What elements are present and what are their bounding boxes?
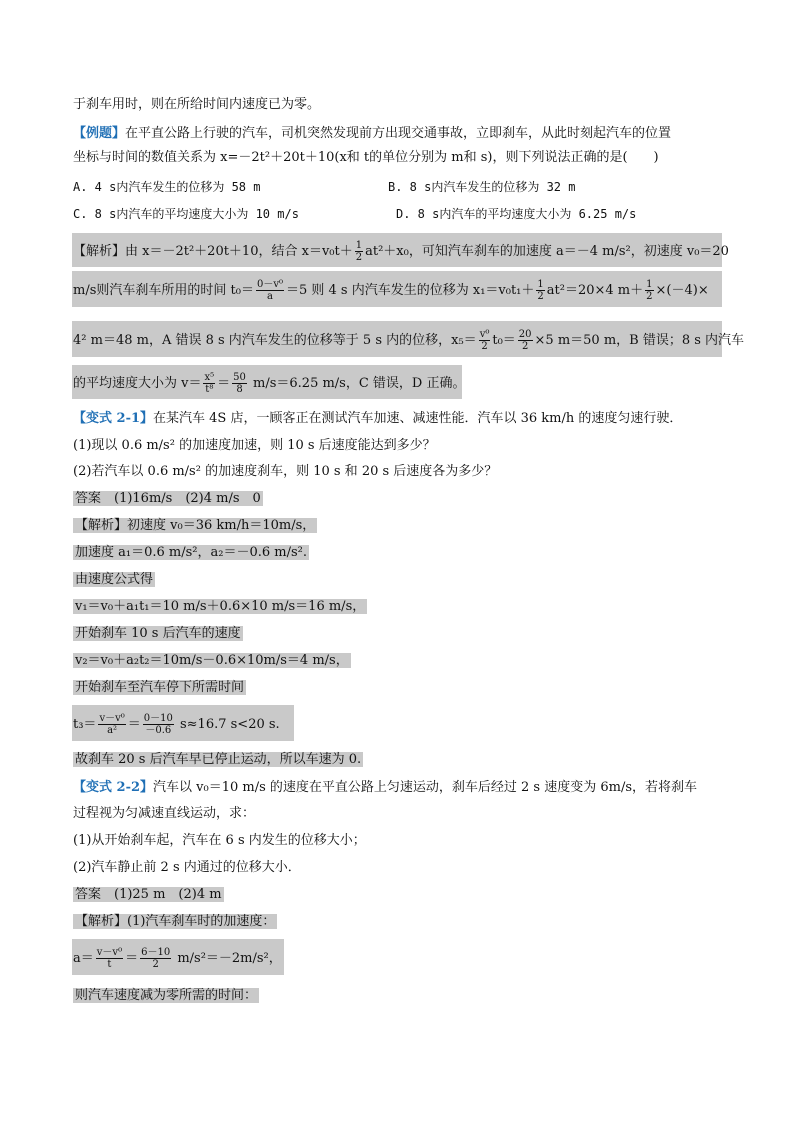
example-tag: 【例题】 (73, 126, 126, 141)
fraction-a2: $\frac{6-10}{2}$ (141, 947, 171, 970)
fraction-x-t: $\frac{\text{x⁵}}{\text{t⁸}}$ (204, 372, 215, 395)
variant21-tag: 【变式 2-1】 (73, 411, 154, 426)
variant21-solution-6: v₂＝v₀＋a₂t₂＝10m/s－0.6×10m/s＝4 m/s， (75, 653, 349, 668)
fraction-t0: $\frac{\text{0－v⁰}}{a}$ (256, 279, 283, 302)
variant21-part2: (2)若汽车以 0.6 m/s² 的加速度刹车，则 10 s 和 20 s 后速度各为多少？ (73, 464, 498, 479)
fraction-v0-2: $\frac{\text{v⁰}}{2}$ (479, 329, 490, 352)
option-b: B. 8 s内汽车发生的位移为 32 m (388, 180, 576, 194)
fraction-50-8: $\frac{50}{8}$ (233, 372, 246, 395)
solution-line4: 的平均速度大小为 v＝ $\frac{\text{x⁵}}{\text{t⁸}}$ ＝ $\frac{50}{8}$ m/s＝6.25 m/s，C 错误，D 正确。 (73, 372, 466, 395)
variant22-solution-1: 【解析】(1)汽车刹车时的加速度： (75, 914, 276, 929)
option-c: C. 8 s内汽车的平均速度大小为 10 m/s (73, 207, 299, 221)
variant22-part1: (1)从开始刹车起，汽车在 6 s 内发生的位移大小； (73, 833, 366, 848)
option-a: A. 4 s内汽车发生的位移为 58 m (73, 180, 261, 194)
variant22-question-line2: 过程视为匀减速直线运动，求： (73, 806, 256, 821)
solution-line2: m/s则汽车刹车所用的时间 t₀＝ $\frac{\text{0－v⁰}}{a}$ ＝5 则 4 s 内汽车发生的位移为 x₁＝v₀t₁＋ $\frac{1}{2}$ at²＝20×4 m＋ $\frac{1}{2}$ ×(－4)× (73, 279, 709, 302)
fraction-t3a: $\frac{\text{v－v⁰}}{\text{a²}}$ (99, 713, 125, 736)
variant21-solution-7: 开始刹车至汽车停下所需时间 (75, 680, 245, 695)
variant21-solution-8: t₃＝ $\frac{\text{v－v⁰}}{\text{a²}}$ ＝ $\frac{0-10}{-0.6}$ s≈16.7 s<20 s. (73, 713, 280, 736)
fraction-half: $\frac{1}{2}$ (355, 240, 363, 263)
variant22-question-line1: 【变式 2-2】汽车以 v₀＝10 m/s 的速度在平直公路上匀速运动，刹车后经过 2 s 速度变为 6m/s，若将刹车 (73, 780, 698, 795)
fraction-half: $\frac{1}{2}$ (537, 279, 544, 302)
variant22-solution-3: 则汽车速度减为零所需的时间： (75, 988, 258, 1003)
variant21-solution-1: 【解析】初速度 v₀＝36 km/h＝10m/s， (75, 518, 316, 533)
intro-text: 于刹车用时，则在所给时间内速度已为零。 (73, 97, 321, 112)
fraction-half: $\frac{1}{2}$ (646, 279, 653, 302)
example-question-line1 (73, 124, 671, 144)
example-question-text1: 在平直公路上行驶的汽车，司机突然发现前方出现交通事故，立即刹车，从此时刻起汽车的位置 (125, 126, 672, 141)
variant22-tag: 【变式 2-2】 (73, 780, 154, 795)
fraction-t3b: $\frac{0-10}{-0.6}$ (143, 713, 173, 736)
fraction-a1: $\frac{\text{v－v⁰}}{t}$ (96, 947, 123, 970)
variant21-part1: (1)现以 0.6 m/s² 的加速度加速，则 10 s 后速度能达到多少？ (73, 438, 436, 453)
variant21-solution-2: 加速度 a₁＝0.6 m/s²，a₂＝－0.6 m/s². (75, 545, 307, 560)
variant21-question: 【变式 2-1】在某汽车 4S 店，一顾客正在测试汽车加速、减速性能．汽车以 36 km/h 的速度匀速行驶． (73, 411, 683, 426)
variant22-part2: (2)汽车静止前 2 s 内通过的位移大小． (73, 860, 301, 875)
variant21-solution-9: 故刹车 20 s 后汽车早已停止运动，所以车速为 0. (75, 752, 362, 767)
variant21-answer: 答案 (1)16m/s (2)4 m/s 0 (75, 491, 261, 506)
solution-line3: 4² m＝48 m，A 错误 8 s 内汽车发生的位移等于 5 s 内的位移，x₅＝ $\frac{\text{v⁰}}{2}$ t₀＝ $\frac{20}{2}$ ×5 m＝50 m，B 错误；8 s 内汽车 (73, 329, 745, 352)
variant22-solution-2: a＝ $\frac{\text{v－v⁰}}{t}$ ＝ $\frac{6-10}{2}$ m/s²＝－2m/s²， (73, 947, 282, 970)
variant21-solution-3: 由速度公式得 (75, 572, 154, 587)
variant21-solution-5: 开始刹车 10 s 后汽车的速度 (75, 626, 241, 641)
variant21-solution-4: v₁＝v₀＋a₁t₁＝10 m/s＋0.6×10 m/s＝16 m/s， (75, 599, 366, 614)
solution-line1: 【解析】由 x＝－2t²＋20t＋10，结合 x＝v₀t＋ $\frac{1}{2}$ at²＋x₀，可知汽车刹车的加速度 a＝－4 m/s²，初速度 v₀＝20 (73, 240, 729, 263)
option-d: D. 8 s内汽车的平均速度大小为 6.25 m/s (396, 207, 637, 221)
fraction-20-2: $\frac{20}{2}$ (518, 329, 532, 352)
variant22-answer: 答案 (1)25 m (2)4 m (75, 887, 222, 902)
example-question-line2: 坐标与时间的数值关系为 x=－2t²＋20t＋10(x和 t的单位分别为 m和 s)，则下列说法正确的是( ) (73, 150, 659, 165)
